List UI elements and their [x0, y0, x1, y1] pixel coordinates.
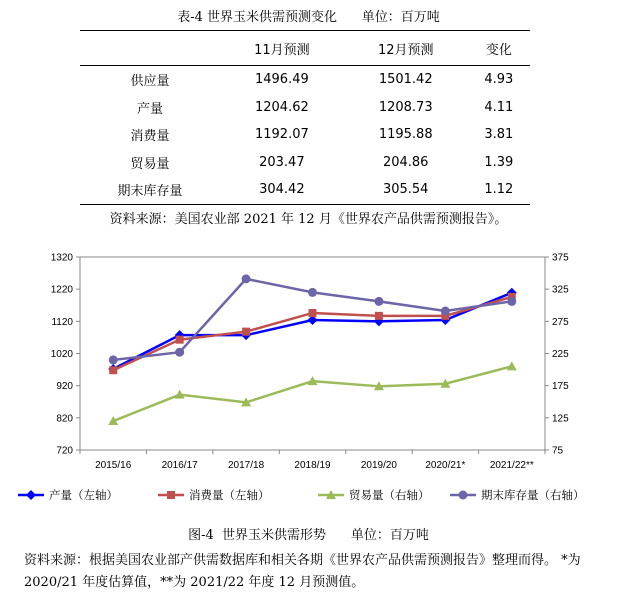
series-line	[113, 366, 512, 421]
table-row	[80, 66, 530, 94]
data-point	[109, 366, 117, 374]
data-point	[441, 307, 450, 316]
table-cell: 4.93	[484, 72, 514, 88]
supply-demand-chart	[0, 240, 617, 510]
right-axis-tick-label: 175	[552, 381, 569, 393]
table-cell: 204.86	[382, 154, 429, 170]
series-line	[113, 297, 512, 370]
forecast-table	[80, 30, 530, 205]
table-cell: 1192.07	[254, 127, 309, 143]
legend-label: 产量（左轴）	[49, 488, 118, 502]
table-cell: 4.11	[484, 99, 514, 115]
legend-label: 期末库存量（右轴）	[481, 488, 585, 502]
left-axis-tick-label: 720	[56, 445, 73, 457]
table-cell: 203.47	[259, 154, 305, 170]
x-axis-tick-label: 2018/19	[294, 460, 331, 471]
chart-legend	[18, 488, 585, 502]
x-axis-tick-label: 2016/17	[161, 460, 198, 471]
data-point	[309, 309, 317, 317]
row-label: 期末库存量	[80, 176, 220, 204]
figure-caption: 图-4 世界玉米供需形势 单位：百万吨	[188, 528, 429, 543]
table-row	[80, 149, 530, 177]
data-point	[242, 328, 250, 336]
header-cell: 12月预测	[344, 31, 468, 66]
data-point	[507, 361, 517, 370]
legend-item	[158, 488, 270, 502]
data-point	[375, 312, 383, 320]
table-cell: 1.39	[484, 154, 514, 170]
legend-item	[318, 488, 430, 502]
table-header-row	[80, 31, 530, 66]
table-cell: 304.42	[220, 176, 344, 204]
table-cell: 3.81	[484, 127, 514, 143]
header-cell	[80, 31, 220, 66]
x-axis-tick-label: 2017/18	[227, 460, 265, 471]
table-title: 表-4 世界玉米供需预测变化 单位：百万吨	[177, 10, 440, 25]
right-axis-tick-label: 225	[552, 349, 569, 360]
table-row	[80, 94, 530, 122]
series-1	[108, 288, 517, 374]
series-3	[108, 361, 517, 425]
left-axis-tick-label: 1120	[51, 316, 73, 328]
series-2	[109, 293, 516, 374]
row-label: 产量	[136, 101, 163, 117]
table-source-note: 资料来源：美国农业部 2021 年 12 月《世界农产品供需预测报告》。	[109, 212, 508, 227]
data-point	[507, 297, 516, 306]
data-point	[374, 297, 383, 306]
data-point	[175, 348, 184, 357]
left-axis-tick-label: 1220	[50, 284, 73, 296]
figure-source-note: 资料来源：根据美国农业部产供需数据库和相关各期《世界农产品供需预测报告》整理而得。 *为 2020/21 年度估算值，**为 2021/22 年度 12 月预测值。	[24, 553, 581, 590]
table-cell: 305.54	[344, 176, 468, 204]
right-axis-tick-label: 275	[552, 316, 569, 328]
table-cell: 1501.42	[378, 72, 433, 88]
left-axis-tick-label: 920	[56, 381, 73, 393]
table-row	[80, 176, 530, 204]
series-line	[113, 293, 512, 369]
row-label: 供应量	[130, 74, 170, 90]
row-label: 消费量	[130, 129, 170, 145]
data-point	[242, 274, 251, 283]
legend-marker	[26, 490, 36, 500]
table-cell: 1204.62	[254, 99, 309, 115]
legend-marker	[167, 491, 175, 499]
x-axis-tick-label: 2019/20	[360, 460, 398, 471]
x-axis-tick-label: 2020/21*	[425, 460, 466, 471]
right-axis-tick-label: 125	[552, 413, 569, 425]
data-point	[308, 288, 317, 297]
legend-marker	[459, 491, 468, 500]
data-point	[109, 355, 118, 364]
legend-label: 贸易量（右轴）	[349, 488, 430, 502]
table-row	[80, 121, 530, 149]
table-cell: 1.12	[468, 176, 530, 204]
x-axis-tick-label: 2021/22**	[489, 460, 534, 471]
left-axis-tick-label: 820	[56, 413, 73, 425]
row-label: 贸易量	[130, 156, 170, 172]
table-cell: 1195.88	[378, 127, 433, 143]
left-axis-tick-label: 1320	[50, 252, 73, 264]
table-cell: 1208.73	[378, 99, 433, 115]
header-cell: 11月预测	[220, 31, 344, 66]
legend-label: 消费量（左轴）	[189, 488, 270, 502]
header-cell: 变化	[468, 31, 530, 66]
right-axis-tick-label: 375	[552, 252, 569, 264]
x-axis-tick-label: 2015/16	[95, 460, 132, 471]
right-axis-tick-label: 75	[552, 445, 564, 457]
legend-item	[450, 488, 585, 502]
legend-item	[18, 488, 118, 502]
left-axis-tick-label: 1020	[50, 349, 73, 360]
table-cell: 1496.49	[254, 72, 309, 88]
chart-series	[108, 274, 517, 425]
data-point	[176, 336, 184, 344]
right-axis-tick-label: 325	[552, 284, 569, 296]
